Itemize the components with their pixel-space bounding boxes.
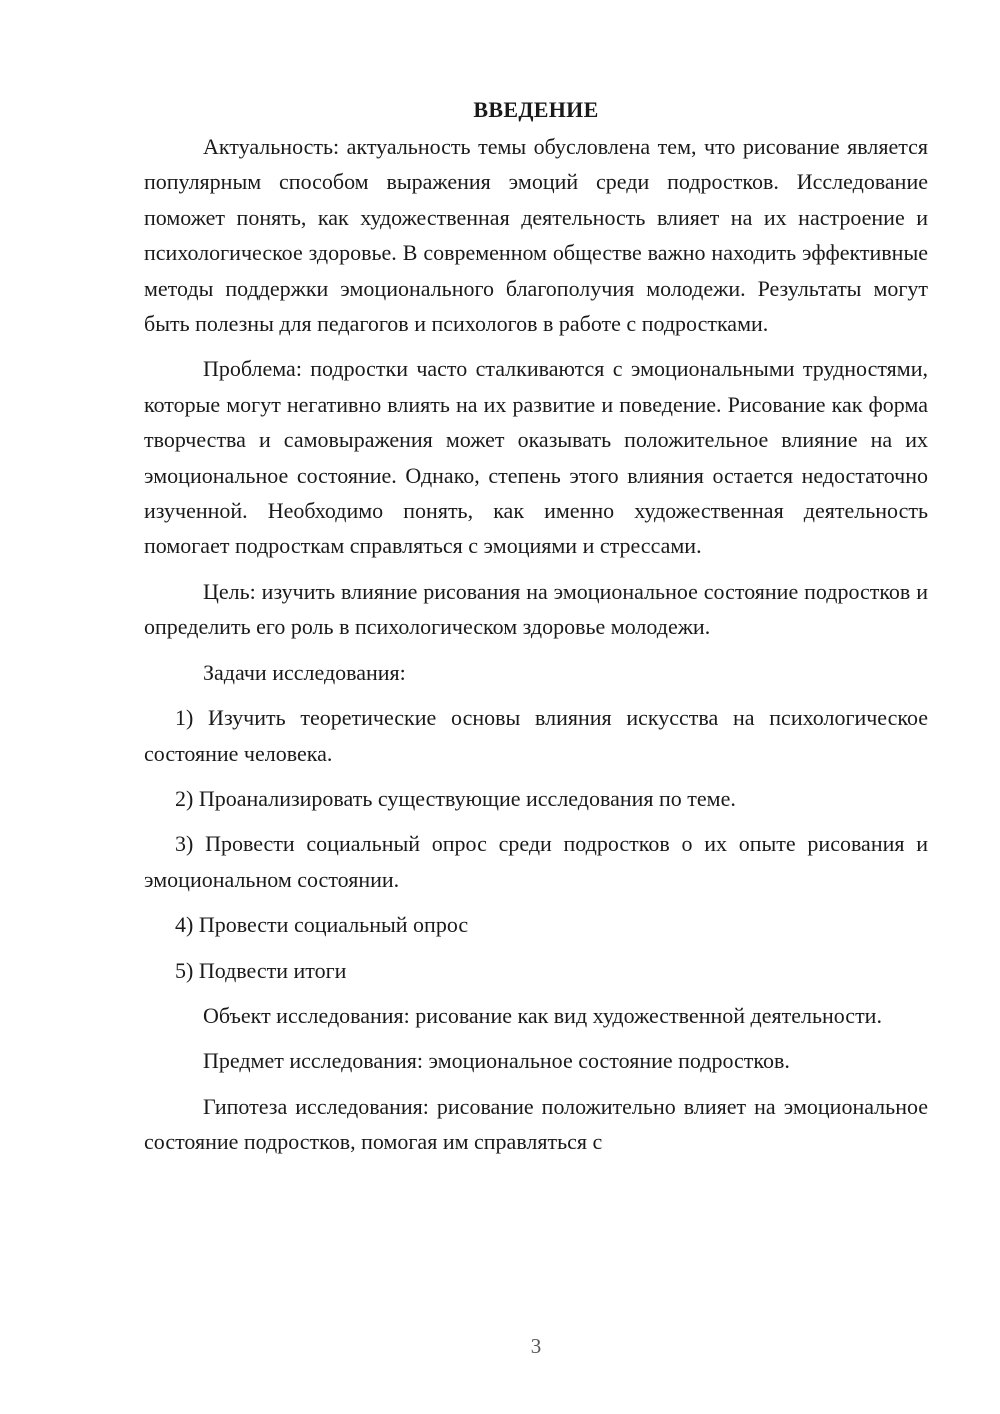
task-item-2: 2) Проанализировать существующие исследования по теме. <box>175 785 736 811</box>
paragraph-goal: Цель: изучить влияние рисования на эмоциональное состояние подростков и определить его роль в психологическом здоровье молодежи. <box>144 578 928 640</box>
task-item-4: 4) Провести социальный опрос <box>175 912 469 938</box>
section-title: ВВЕДЕНИЕ <box>473 97 599 122</box>
paragraph-tasks-heading: Задачи исследования: <box>203 659 406 685</box>
page-content <box>144 92 928 1170</box>
paragraph-hypothesis: Гипотеза исследования: рисование положительно влияет на эмоциональное состояние подростков, помогая им справляться с <box>144 1093 928 1155</box>
task-item-5: 5) Подвести итоги <box>175 957 347 983</box>
paragraph-relevance: Актуальность: актуальность темы обусловлена тем, что рисование является популярным способом выражения эмоций среди подростков. Исследование поможет понять, как художественная деятельность влияет на их настроение и психологическое здоровье. В современном обществе важно находить эффективные методы поддержки эмоционального благополучия молодежи. Результаты могут быть полезны для педагогов и психологов в работе с подростками. <box>144 134 928 337</box>
paragraph-problem: Проблема: подростки часто сталкиваются с эмоциональными трудностями, которые могут негативно влиять на их развитие и поведение. Рисование как форма творчества и самовыражения может оказывать положительное влияние на их эмоциональное состояние. Однако, степень этого влияния остается недостаточно изученной. Необходимо понять, как именно художественная деятельность помогает подросткам справляться с эмоциями и стрессами. <box>144 356 928 559</box>
task-item-3: 3) Провести социальный опрос среди подростков о их опыте рисования и эмоциональном состоянии. <box>144 831 928 892</box>
paragraph-object: Объект исследования: рисование как вид художественной деятельности. <box>203 1002 882 1028</box>
task-item-1: 1) Изучить теоретические основы влияния искусства на психологическое состояние человека. <box>144 705 928 766</box>
page-number: 3 <box>530 1334 542 1358</box>
paragraph-subject: Предмет исследования: эмоциональное состояние подростков. <box>203 1048 790 1074</box>
